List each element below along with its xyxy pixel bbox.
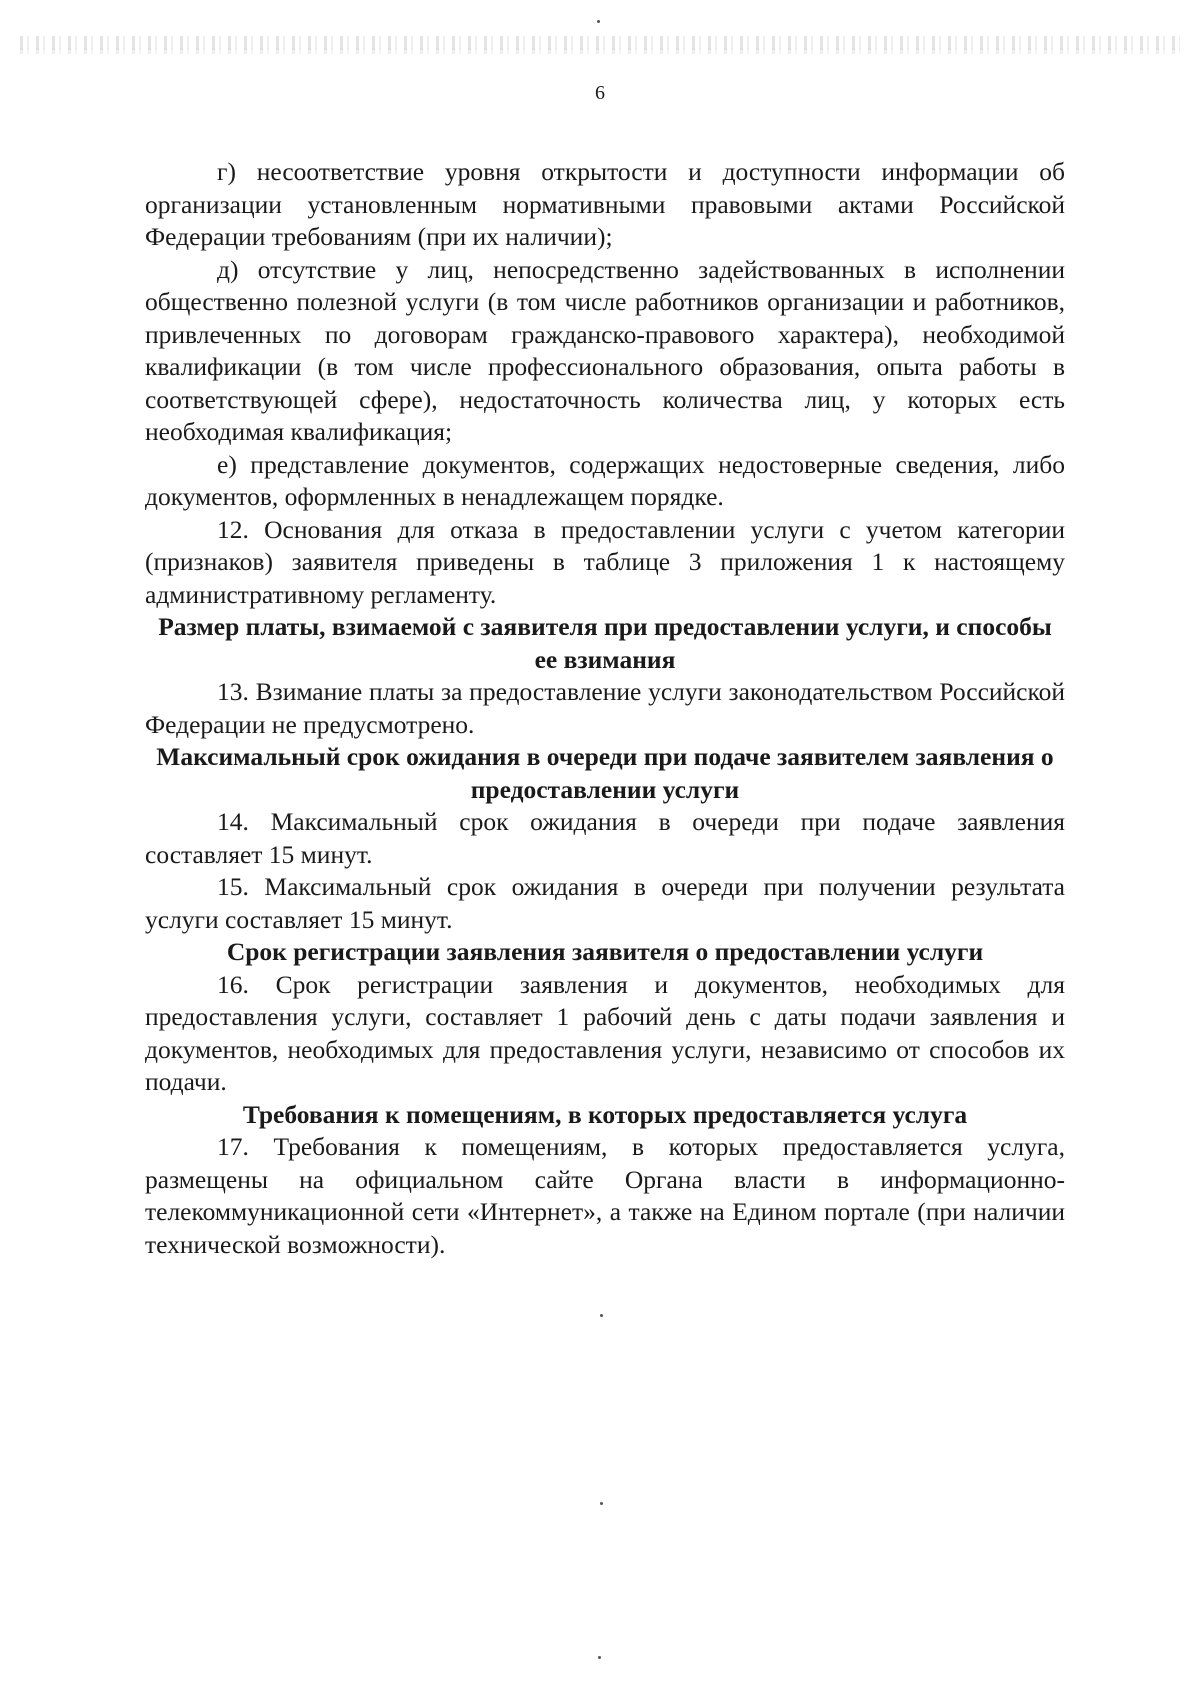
paragraph-17: 17. Требования к помещениям, в которых предоставляется услуга, размещены на официальном сайте Органа власти в информационно-телекоммуникационной сети «Интернет», а также на Едином портале (при наличии технической возможности). [145,1132,1065,1259]
paragraph-g: г) несоответствие уровня открытости и доступности информации об организации установленным нормативными правовыми актами Российской Федерации требованиям (при их наличии); [145,157,1065,251]
scan-speck [600,1502,603,1505]
scan-noise-strip [20,48,1180,54]
page-number: 6 [595,82,605,104]
paragraph-d: д) отсутствие у лиц, непосредственно задействованных в исполнении общественно полезной услуги (в том числе работников организации и работников, привлеченных по договорам гражданско-правового характера), необходимой квалификации (в том числе профессионального образования, опыта работы в соответствующей сфере), недостаточность количества лиц, у которых есть необходимая квалификация; [145,254,1065,446]
section-heading-queue-time: Максимальный срок ожидания в очереди при подаче заявителем заявления о предоставлении услуги [156,742,1054,804]
document-body [145,156,1065,1261]
section-heading-premises: Требования к помещениям, в которых предоставляется услуга [242,1099,968,1129]
section-heading-registration: Срок регистрации заявления заявителя о предоставлении услуги [226,937,984,966]
paragraph-15: 15. Максимальный срок ожидания в очереди при получении результата услуги составляет 15 минут. [145,872,1065,934]
scan-speck [597,20,600,23]
scan-speck [598,1656,601,1659]
section-heading-fee: Размер платы, взимаемой с заявителя при предоставлении услуги, и способы ее взимания [158,612,1052,674]
paragraph-14: 14. Максимальный срок ожидания в очереди при подаче заявления составляет 15 минут. [145,807,1065,869]
paragraph-12: 12. Основания для отказа в предоставлении услуги с учетом категории (признаков) заявителя приведены в таблице 3 приложения 1 к настоящему административному регламенту. [145,514,1065,609]
paragraph-13: 13. Взимание платы за предоставление услуги законодательством Российской Федерации не предусмотрено. [145,677,1065,739]
paragraph-16: 16. Срок регистрации заявления и документов, необходимых для предоставления услуги, составляет 1 рабочий день с даты подачи заявления и документов, необходимых для предоставления услуги, независимо от способов их подачи. [145,969,1065,1096]
paragraph-e: е) представление документов, содержащих недостоверные сведения, либо документов, оформленных в ненадлежащем порядке. [145,449,1065,511]
scan-speck [600,1314,603,1317]
